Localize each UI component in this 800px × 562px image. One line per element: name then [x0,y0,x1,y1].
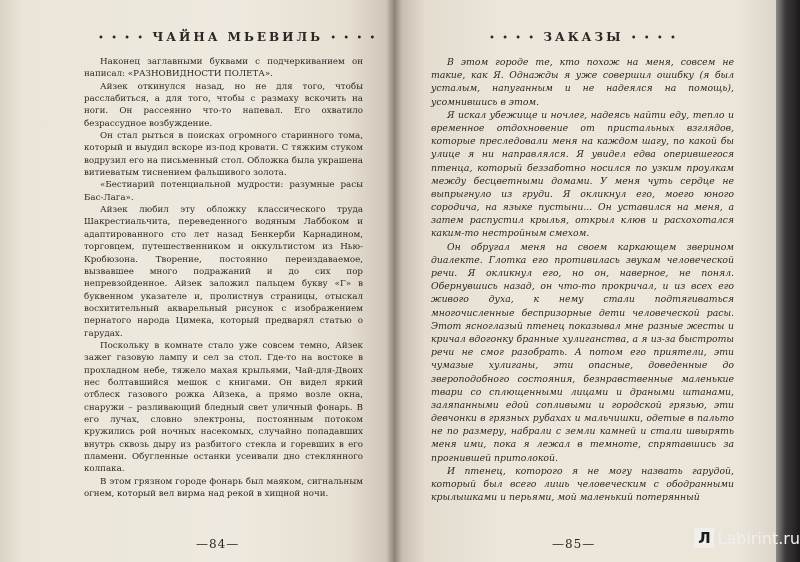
right-head-dots-end: • • • • [630,33,678,44]
left-running-head [98,30,377,44]
left-page [0,0,394,562]
paragraph: Он обругал меня на своем каркающем зверином диалекте. Глотка его противилась звукам человеческой речи. Я окликнул его, но он, наверное, не понял. Обернувшись назад, он что-то прокричал, и из всех его живого духа, к нему стали подтягиваться многочисленные беспризорные дети человеческой расы. Этот ясноглазый птенец показывал мне разные жесты и кричал вдогонку бранные хулиганства, а я из-за быстроты речи не смог разобрать. А потом его приятели, эти чумазые хулиганы, эти опасные, доведенные до звероподобного состояния, безнравственные маленькие твари со сплющенными лицами и драными штанами, заляпанными едой сопливыми и городской грязью, эти девчонки в грязных рубахах и мальчишки, одетые в пальто не по размеру, набрали с земли камней и стали швырять меня ими, пока я лежал в темноте, спрятавшись за прогнившей притолокой. [431,241,734,464]
right-running-head [489,30,678,44]
right-page-number: —85— [552,537,596,551]
right-page [394,0,776,562]
paragraph: Айзек откинулся назад, но не для того, чтобы расслабиться, а для того, чтобы с размаху вскочить на ноги. Он рассеянно что-то напевал. Его охватило безрассудное возбуждение. [84,81,363,129]
left-head-dots-end: • • • • [330,33,378,44]
watermark-logo [694,528,800,548]
paragraph: Наконец заглавными буквами с подчеркиванием он написал: «РАЗНОВИДНОСТИ ПОЛЕТА». [84,57,363,80]
left-text-block [84,56,363,500]
paragraph: Я искал убежище и ночлег, надеясь найти еду, тепло и временное отдохновение от пристальных взглядов, которые преследовали меня на каждом шагу, по какой бы улице я ни направлялся. Я увидел едва оперившегося птенца, который беззаботно носился по узким проулкам между бесцветными домами. У меня чуть сердце не выпрыгнуло из груди. Я окликнул его, моего юного сородича, на языке пустыни... Он уставился на меня, а затем распустил крылья, открыл клюв и расхохотался каким-то нестройным смехом. [431,109,734,240]
left-running-head-title: ЧАЙНА МЬЕВИЛЬ [152,30,324,44]
left-page-number: —84— [196,537,240,551]
book-edge [776,0,800,562]
watermark-text: Labirint.ru [717,528,800,548]
paragraph: В этом городе те, кто похож на меня, совсем не такие, как Я. Однажды я уже совершил ошибку (я был усталым, напуганным и не надеялся на помощь), усомнившись в этом. [431,57,734,108]
right-running-head-title: ЗАКАЗЫ [543,30,624,44]
right-text-block [431,56,734,504]
paragraph: В этом грязном городе фонарь был маяком, сигнальным огнем, который вел вирма над рекой в хищной ночи. [84,476,363,500]
paragraph: Поскольку в комнате стало уже совсем темно, Айзек зажег газовую лампу и сел за стол. Где-то на востоке в прохладном небе, тяжело махая крыльями, Чай-для-Двоих нес болтавшийся мешок с книгами. Он видел яркий отблеск газового рожка Айзека, а прямо возле окна, снаружи – разливающий бледный свет уличный фонарь. В его лучах, словно электроны, постоянным потоком кружились рой ночных насекомых, случайно попадавших внутрь сквозь дыру из разбитого стекла и горевших в его пламени. Обугленные останки усеивали дно стеклянного колпака. [84,340,363,475]
paragraph: Он стал рыться в поисках огромного старинного тома, который и выудил вскоре из-под кровати. С тяжким стуком водрузил его на письменный стол. Обложка была украшена витиеватым тиснением фальшивого золота. [84,131,363,179]
paragraph: Айзек любил эту обложку классического труда Шакрестиальчита, переведенного водяным Лаббоком и адаптированного сто лет назад Бенкерби Карнадином, торговцем, путешественником и оккультистом из Нью-Кробюзона. Творение, постоянно переиздаваемое, вызвавшее много подражаний и до сих пор непревзойденное. Айзек заложил пальцем букву «Г» в буквенном указателе и, пролистнув страницы, отыскал восхитительный акварельный рисунок с изображением пернатого народа Цимека, который предварял статью о гарудах. [84,205,363,339]
labirint-logo-icon: Л [694,528,714,548]
right-head-dots-start: • • • • [489,33,537,44]
book-gutter-shadow [386,0,402,562]
left-head-dots-start: • • • • [98,33,146,44]
paragraph: «Бестиарий потенциальной мудрости: разумные расы Бас-Лага». [84,180,363,203]
paragraph: И птенец, которого я не могу назвать гарудой, который был всего лишь человеческим с ободранными крылышками и перьями, мой маленький потерянный [431,465,734,504]
